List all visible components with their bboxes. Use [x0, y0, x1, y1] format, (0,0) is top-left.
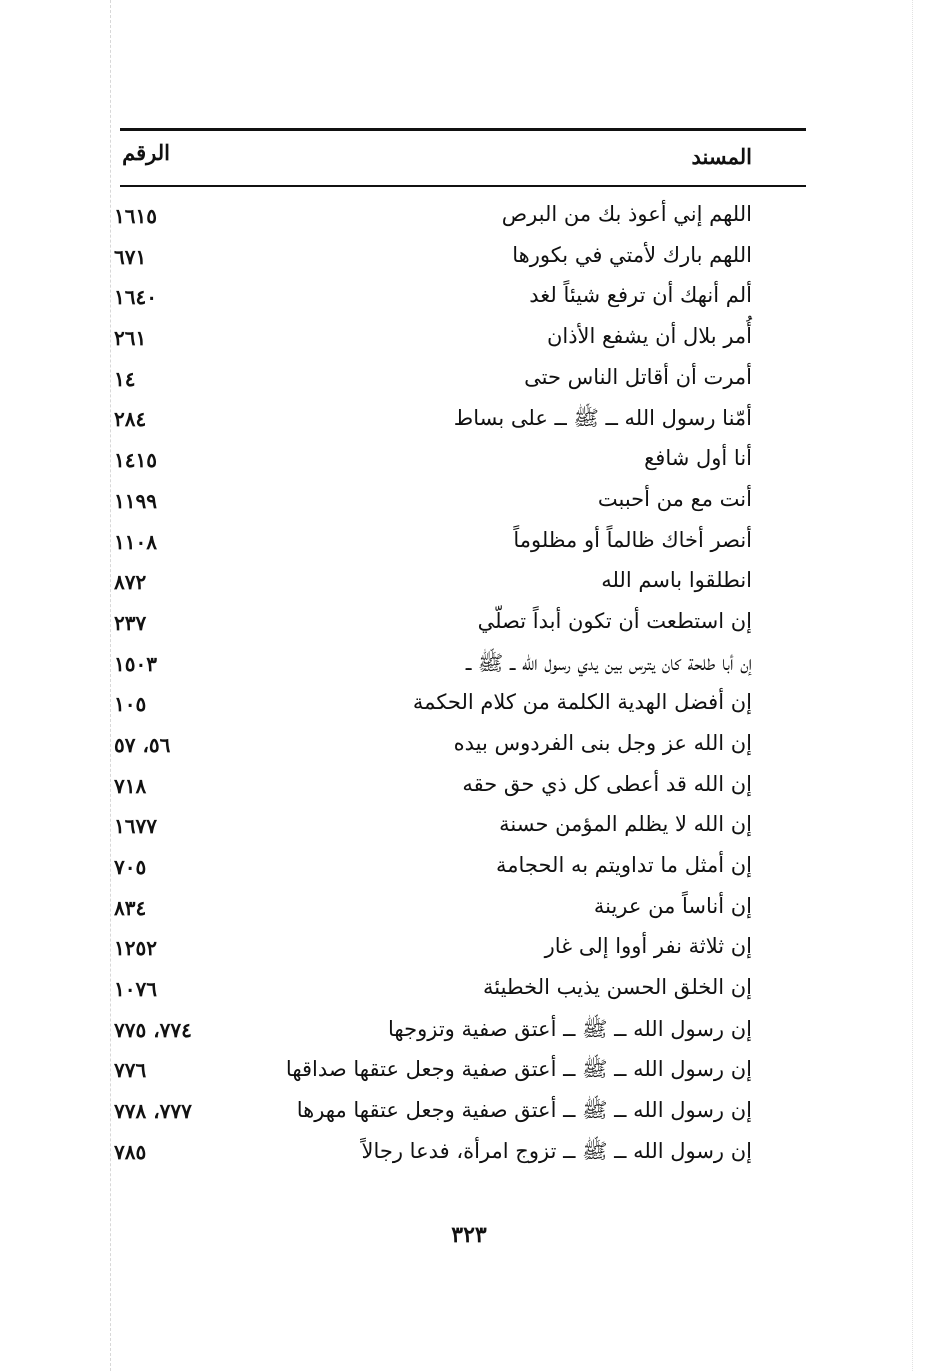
table-row [114, 768, 806, 809]
hadith-number: ٢٦١ [114, 326, 147, 351]
hadith-text: إن أفضل الهدية الكلمة من كلام الحكمة [412, 690, 752, 715]
table-row [114, 524, 806, 565]
hadith-text: اللهم إني أعوذ بك من البرص [501, 202, 752, 226]
hadith-number: ٧٧٤، ٧٧٥ [114, 1017, 192, 1042]
table-row [114, 442, 806, 483]
table-row [114, 686, 806, 727]
hadith-number: ٥٦، ٥٧ [114, 732, 171, 757]
hadith-text: انطلقوا باسم الله [601, 568, 752, 593]
table-row [114, 564, 806, 605]
hadith-number: ١٦٧٧ [114, 814, 157, 839]
table-row [114, 605, 806, 646]
hadith-text: اللهم بارك لأمتي في بكورها [512, 242, 752, 267]
hadith-text: أنت مع من أحببت [597, 486, 752, 511]
hadith-number: ٦٧١ [114, 244, 147, 269]
page-edge-right [912, 0, 913, 1371]
table-row [114, 320, 806, 361]
hadith-text: إن أناساً من عرينة [593, 893, 752, 918]
table-row [114, 239, 806, 280]
hadith-number: ٢٨٤ [114, 407, 147, 432]
table-row [114, 727, 806, 768]
table-row [114, 1134, 806, 1175]
hadith-text: إن الخلق الحسن يذيب الخطيئة [482, 975, 752, 1000]
table-row [114, 849, 806, 890]
hadith-text: أمرت أن أقاتل الناس حتى [524, 364, 752, 389]
table-row [114, 971, 806, 1012]
hadith-text: إن ثلاثة نفر أووا إلى غار [544, 934, 752, 959]
column-header-number: الرقم [122, 140, 170, 165]
table-row [114, 930, 806, 971]
page-edge-left [110, 0, 111, 1371]
hadith-number: ١٦٤٠ [114, 285, 157, 310]
table-row [114, 1052, 806, 1093]
table-row [114, 1093, 806, 1134]
table-row [114, 361, 806, 402]
hadith-number: ١١٩٩ [114, 488, 157, 513]
table-row [114, 483, 806, 524]
hadith-number: ١٦١٥ [114, 204, 157, 228]
hadith-text: إن رسول الله ــ ﷺ ــ تزوج امرأة، فدعا رجالاً [361, 1138, 752, 1163]
hadith-text: أنصر أخاك ظالماً أو مظلوماً [513, 527, 752, 552]
hadith-number: ٧٠٥ [114, 855, 147, 879]
hadith-number: ٧٨٥ [114, 1139, 147, 1164]
hadith-text: إن رسول الله ــ ﷺ ــ أعتق صفية وجعل عتقها صداقها [285, 1057, 752, 1082]
hadith-number: ١٤١٥ [114, 448, 157, 473]
hadith-number: ١٠٥ [114, 692, 147, 717]
hadith-number: ١٤ [114, 366, 136, 391]
hadith-number: ٨٣٤ [114, 895, 147, 920]
index-table [114, 198, 806, 1175]
hadith-text: أمّنا رسول الله ــ ﷺ ــ على بساط [453, 406, 752, 431]
hadith-text: إن استطعت أن تكون أبداً تصلّي [477, 608, 752, 633]
hadith-text: إن أبا طلحة كان يترس بين يدي رسول الله ــ ﷺ ــ [465, 650, 752, 675]
hadith-number: ٧٧٧، ٧٧٨ [114, 1099, 192, 1124]
hadith-number: ٢٣٧ [114, 610, 147, 635]
header-top-rule [120, 128, 806, 131]
hadith-number: ١٥٠٣ [114, 651, 157, 676]
hadith-text: ألم أنهك أن ترفع شيئاً لغد [529, 283, 752, 308]
hadith-text: إن أمثل ما تداويتم به الحجامة [496, 853, 752, 877]
hadith-text: أُمر بلال أن يشفع الأذان [546, 324, 752, 349]
page-number: ٣٢٣ [451, 1222, 487, 1248]
hadith-number: ٧٧٦ [114, 1058, 147, 1083]
table-row [114, 646, 806, 687]
table-row [114, 1012, 806, 1053]
table-row [114, 890, 806, 931]
hadith-text: إن الله لا يظلم المؤمن حسنة [499, 812, 752, 837]
table-row [114, 808, 806, 849]
table-row [114, 198, 806, 239]
hadith-text: إن رسول الله ــ ﷺ ــ أعتق صفية وتزوجها [388, 1016, 752, 1041]
hadith-text: إن الله عز وجل بنى الفردوس بيده [453, 730, 752, 755]
hadith-number: ١٠٧٦ [114, 977, 157, 1002]
table-row [114, 401, 806, 442]
table-header [120, 138, 806, 178]
hadith-number: ٧١٨ [114, 773, 147, 798]
header-bottom-rule [120, 185, 806, 187]
table-row [114, 279, 806, 320]
column-header-text: المسند [691, 144, 752, 169]
hadith-number: ١١٠٨ [114, 529, 157, 554]
hadith-text: إن الله قد أعطى كل ذي حق حقه [462, 771, 752, 796]
hadith-text: إن رسول الله ــ ﷺ ــ أعتق صفية وجعل عتقها مهرها [296, 1098, 752, 1123]
hadith-number: ١٢٥٢ [114, 936, 157, 961]
hadith-text: أنا أول شافع [644, 446, 752, 471]
hadith-number: ٨٧٢ [114, 570, 147, 595]
